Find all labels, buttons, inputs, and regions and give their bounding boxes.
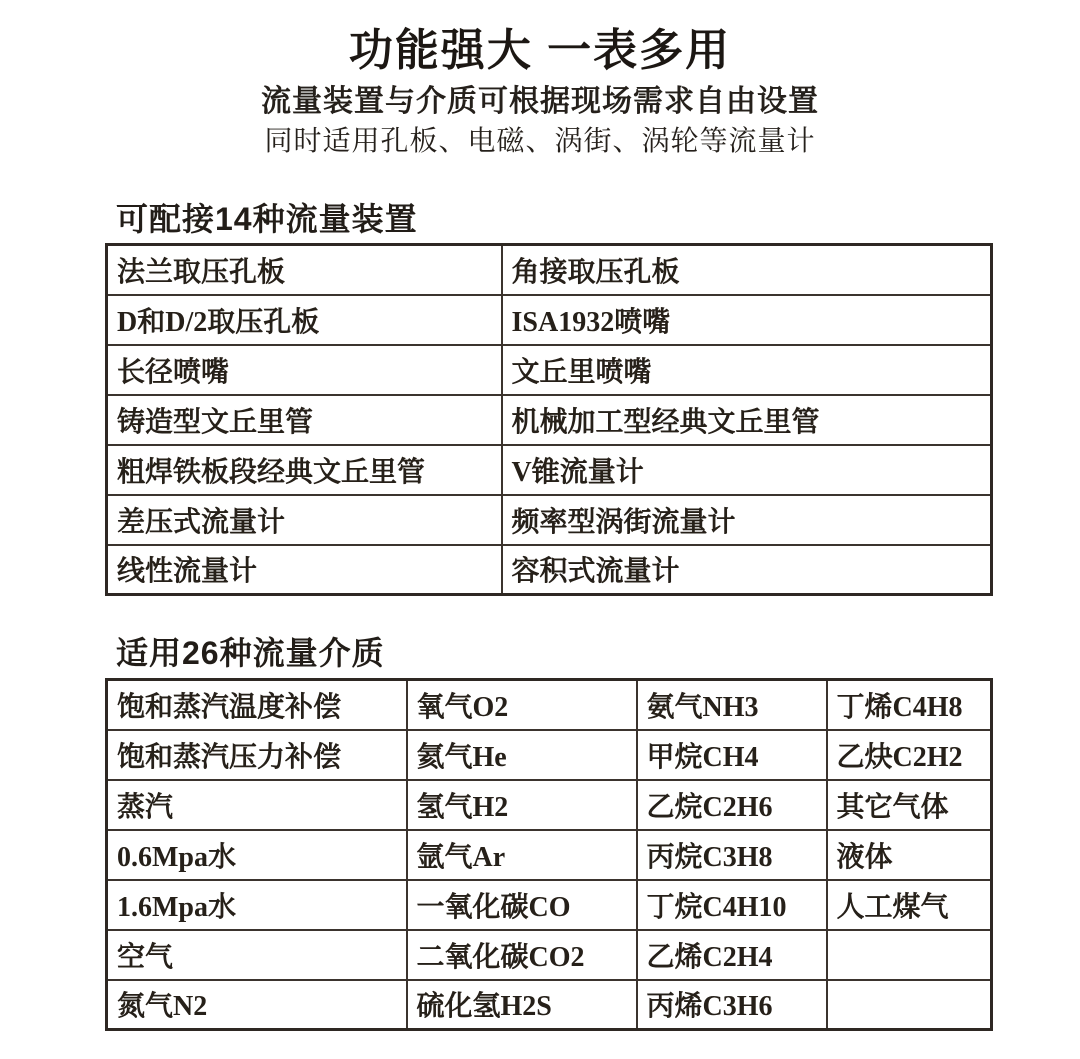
table-cell: 丙烷C3H8 (637, 830, 827, 880)
table-cell: 二氧化碳CO2 (407, 930, 637, 980)
table-cell: 1.6Mpa水 (107, 880, 407, 930)
table-cell: 氮气N2 (107, 980, 407, 1030)
page-title: 功能强大 一表多用 (348, 26, 732, 75)
table-cell: 氨气NH3 (637, 680, 827, 730)
table-cell: 其它气体 (827, 780, 992, 830)
table-row (107, 880, 992, 930)
device-section-heading: 可配接14种流量装置 (116, 201, 418, 237)
table-row (107, 345, 992, 395)
table-cell: 0.6Mpa水 (107, 830, 407, 880)
table-cell: V锥流量计 (502, 445, 992, 495)
table-row (107, 780, 992, 830)
table-row (107, 545, 992, 595)
table-cell: 液体 (827, 830, 992, 880)
table-cell: 甲烷CH4 (637, 730, 827, 780)
table-cell: 线性流量计 (107, 545, 502, 595)
table-cell: 乙炔C2H2 (827, 730, 992, 780)
table-cell: 饱和蒸汽温度补偿 (107, 680, 407, 730)
table-row (107, 680, 992, 730)
table-cell (827, 980, 992, 1030)
table-cell (827, 930, 992, 980)
table-cell: 氢气H2 (407, 780, 637, 830)
table-cell: 容积式流量计 (502, 545, 992, 595)
page-subtitle-primary: 流量装置与介质可根据现场需求自由设置 (261, 85, 819, 118)
table-cell: 氧气O2 (407, 680, 637, 730)
table-cell: 丁烯C4H8 (827, 680, 992, 730)
table-cell: 差压式流量计 (107, 495, 502, 545)
table-cell: 法兰取压孔板 (107, 245, 502, 295)
table-row (107, 395, 992, 445)
media-section-heading: 适用26种流量介质 (116, 635, 385, 671)
table-cell: 氩气Ar (407, 830, 637, 880)
table-row (107, 445, 992, 495)
table-cell: 饱和蒸汽压力补偿 (107, 730, 407, 780)
table-cell: 角接取压孔板 (502, 245, 992, 295)
media-table (105, 678, 993, 1031)
table-row (107, 730, 992, 780)
table-row (107, 980, 992, 1030)
page-subtitle-secondary: 同时适用孔板、电磁、涡街、涡轮等流量计 (264, 125, 816, 156)
table-row (107, 930, 992, 980)
table-cell: 机械加工型经典文丘里管 (502, 395, 992, 445)
table-cell: 铸造型文丘里管 (107, 395, 502, 445)
table-cell: 氦气He (407, 730, 637, 780)
table-cell: 蒸汽 (107, 780, 407, 830)
table-row (107, 830, 992, 880)
table-cell: 丁烷C4H10 (637, 880, 827, 930)
table-cell: 丙烯C3H6 (637, 980, 827, 1030)
table-cell: 硫化氢H2S (407, 980, 637, 1030)
table-row (107, 295, 992, 345)
table-cell: 人工煤气 (827, 880, 992, 930)
table-row (107, 495, 992, 545)
table-cell: 乙烯C2H4 (637, 930, 827, 980)
table-cell: D和D/2取压孔板 (107, 295, 502, 345)
table-cell: 粗焊铁板段经典文丘里管 (107, 445, 502, 495)
table-cell: 空气 (107, 930, 407, 980)
table-cell: 频率型涡街流量计 (502, 495, 992, 545)
table-cell: 长径喷嘴 (107, 345, 502, 395)
table-cell: 一氧化碳CO (407, 880, 637, 930)
table-cell: 乙烷C2H6 (637, 780, 827, 830)
table-cell: ISA1932喷嘴 (502, 295, 992, 345)
table-row (107, 245, 992, 295)
table-cell: 文丘里喷嘴 (502, 345, 992, 395)
device-table (105, 243, 993, 596)
